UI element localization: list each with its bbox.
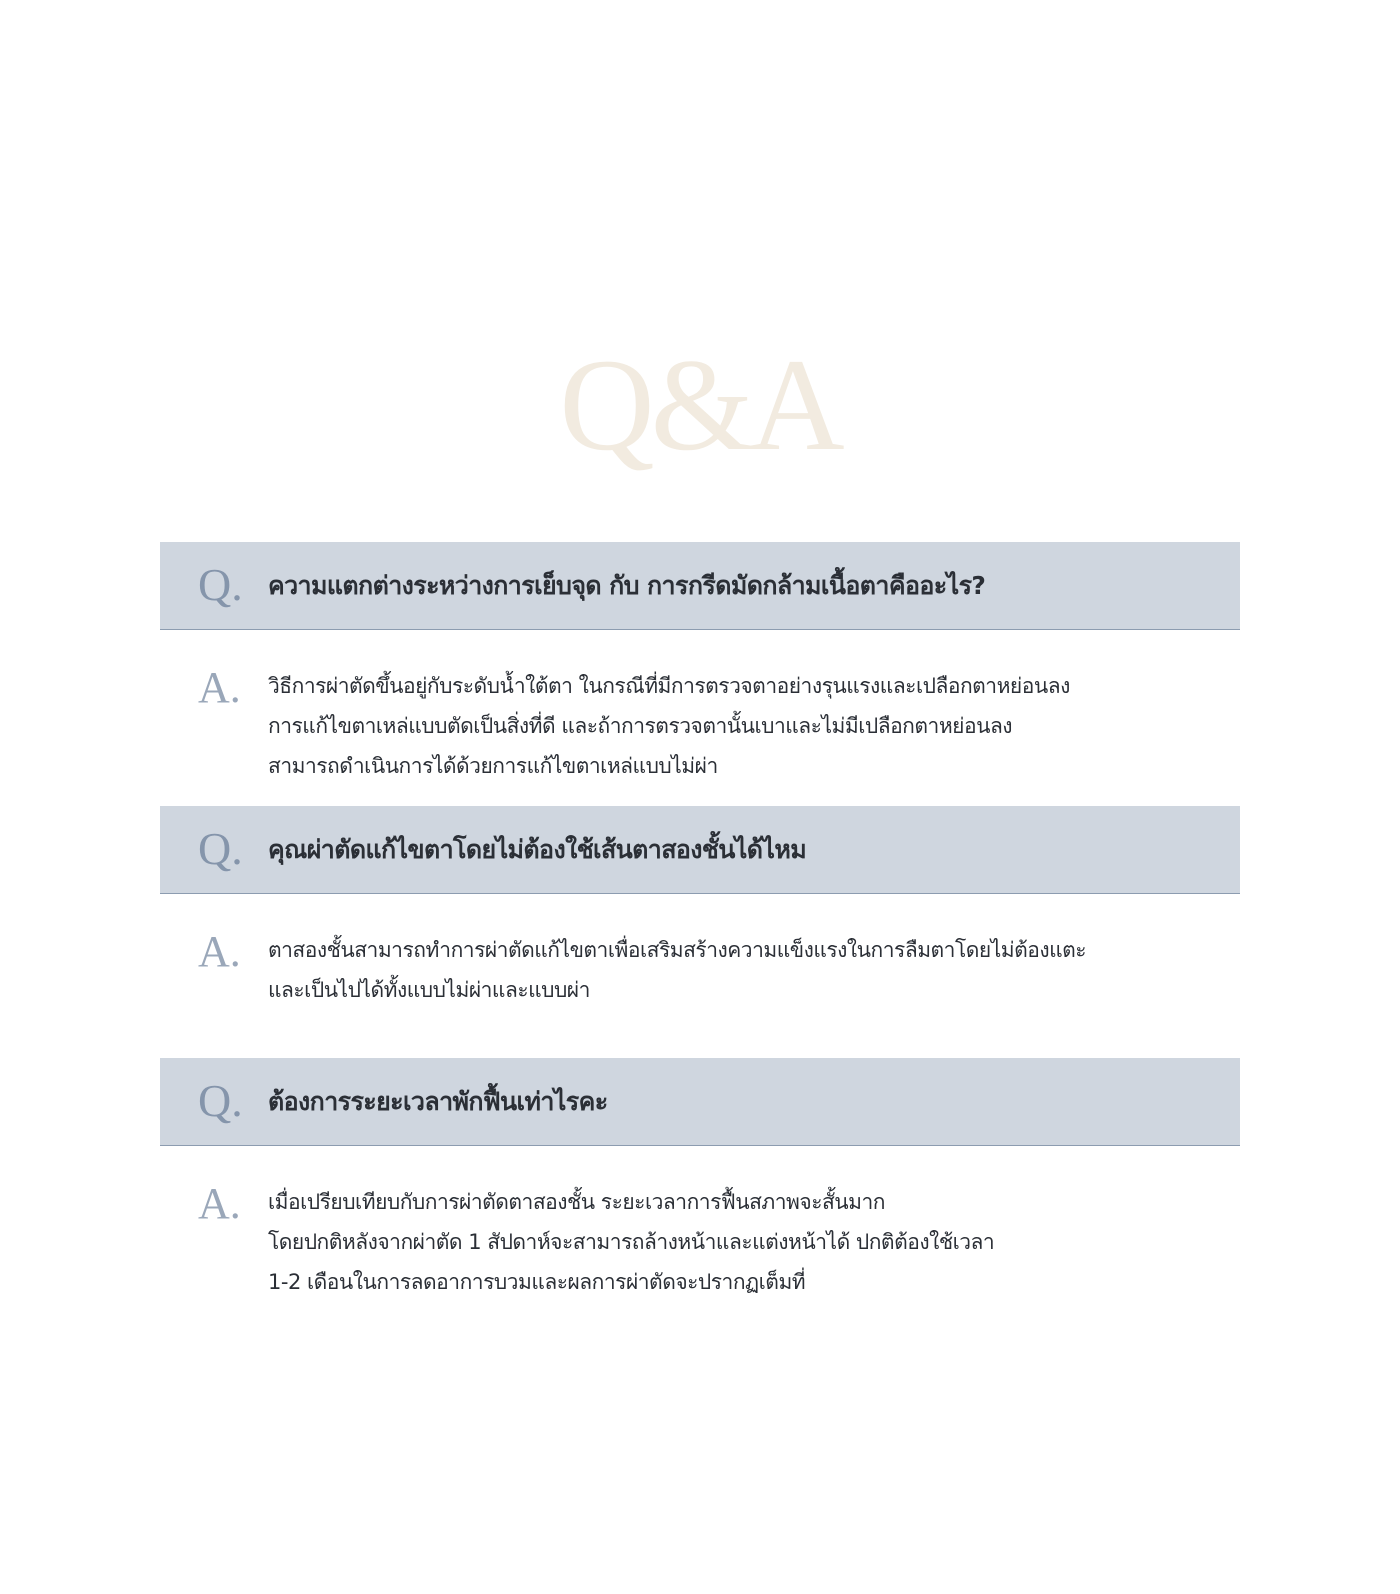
faq-answer — [160, 1146, 1240, 1322]
answer-mark-label: A. — [198, 663, 241, 712]
faq-item — [160, 1058, 1240, 1322]
answer-line: วิธีการผ่าตัดขึ้นอยู่กับระดับน้ำใต้ตา ในกรณีที่มีการตรวจตาอย่างรุนแรงและเปลือกตาหย่อนลง — [268, 674, 1070, 698]
question-mark-label: Q. — [198, 822, 243, 874]
faq-item — [160, 542, 1240, 806]
faq-question-text: คุณผ่าตัดแก้ไขตาโดยไม่ต้องใช้เส้นตาสองชั้นได้ไหม — [268, 834, 807, 864]
faq-item — [160, 806, 1240, 1058]
question-mark-label: Q. — [198, 558, 243, 610]
question-mark-label: Q. — [198, 1074, 243, 1126]
faq-question-text: ความแตกต่างระหว่างการเย็บจุด กับ การกรีดมัดกล้ามเนื้อตาคืออะไร? — [268, 570, 986, 600]
answer-mark-label: A. — [198, 927, 241, 976]
faq-answer-text — [268, 666, 1070, 786]
faq-question-bar — [160, 1058, 1240, 1146]
faq-answer — [160, 894, 1240, 1058]
faq-question-text: ต้องการระยะเวลาพักฟื้นเท่าไรคะ — [268, 1086, 608, 1116]
faq-answer — [160, 630, 1240, 806]
faq-answer-text — [268, 930, 1086, 1010]
answer-mark-label: A. — [198, 1179, 241, 1228]
answer-line: และเป็นไปได้ทั้งแบบไม่ผ่าและแบบผ่า — [268, 978, 590, 1002]
faq-question-bar — [160, 542, 1240, 630]
page-title: Q&A — [559, 331, 841, 478]
answer-line: 1-2 เดือนในการลดอาการบวมและผลการผ่าตัดจะปรากฏเต็มที่ — [268, 1270, 806, 1294]
faq-list — [160, 542, 1240, 1322]
faq-question-bar — [160, 806, 1240, 894]
answer-line: เมื่อเปรียบเทียบกับการผ่าตัดตาสองชั้น ระยะเวลาการฟื้นสภาพจะสั้นมาก — [268, 1190, 885, 1214]
answer-line: โดยปกติหลังจากผ่าตัด 1 สัปดาห์จะสามารถล้างหน้าและแต่งหน้าได้ ปกติต้องใช้เวลา — [268, 1230, 995, 1254]
answer-line: การแก้ไขตาเหล่แบบตัดเป็นสิ่งที่ดี และถ้าการตรวจตานั้นเบาและไม่มีเปลือกตาหย่อนลง — [268, 714, 1013, 738]
faq-answer-text — [268, 1182, 994, 1302]
answer-line: สามารถดำเนินการได้ด้วยการแก้ไขตาเหล่แบบไม่ผ่า — [268, 754, 718, 778]
answer-line: ตาสองชั้นสามารถทำการผ่าตัดแก้ไขตาเพื่อเสริมสร้างความแข็งแรงในการลืมตาโดยไม่ต้องแตะ — [268, 938, 1087, 962]
